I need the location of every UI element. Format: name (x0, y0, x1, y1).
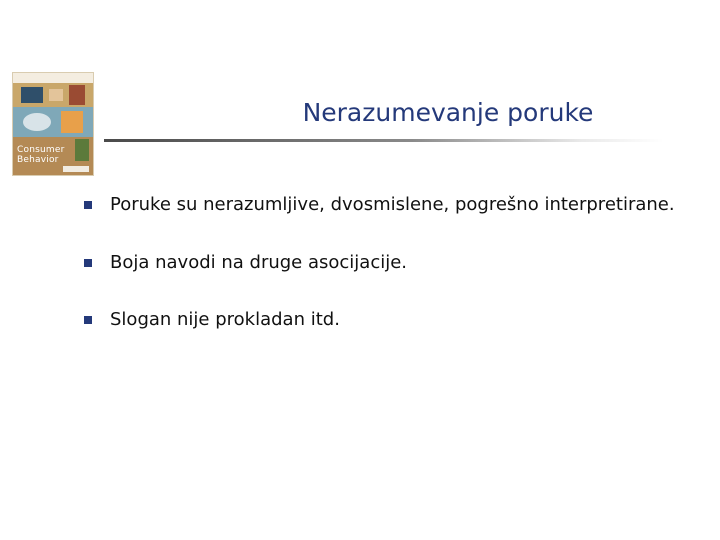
square-bullet-icon (84, 259, 92, 267)
title-divider (104, 139, 664, 142)
square-bullet-icon (84, 316, 92, 324)
bullet-item-2 (82, 248, 702, 278)
bullet-text: Poruke su nerazumljive, dvosmislene, pogrešno interpretirane. (110, 194, 675, 215)
square-bullet-icon (84, 201, 92, 209)
bullet-item-3 (82, 305, 702, 335)
slide-title: Nerazumevanje poruke (302, 98, 594, 127)
bullet-text: Slogan nije prokladan itd. (110, 309, 340, 330)
book-cover-icon (12, 72, 94, 176)
cover-title: Consumer Behavior (17, 145, 65, 165)
bullet-item-1 (82, 190, 702, 220)
bullet-text: Boja navodi na druge asocijacije. (110, 252, 408, 273)
